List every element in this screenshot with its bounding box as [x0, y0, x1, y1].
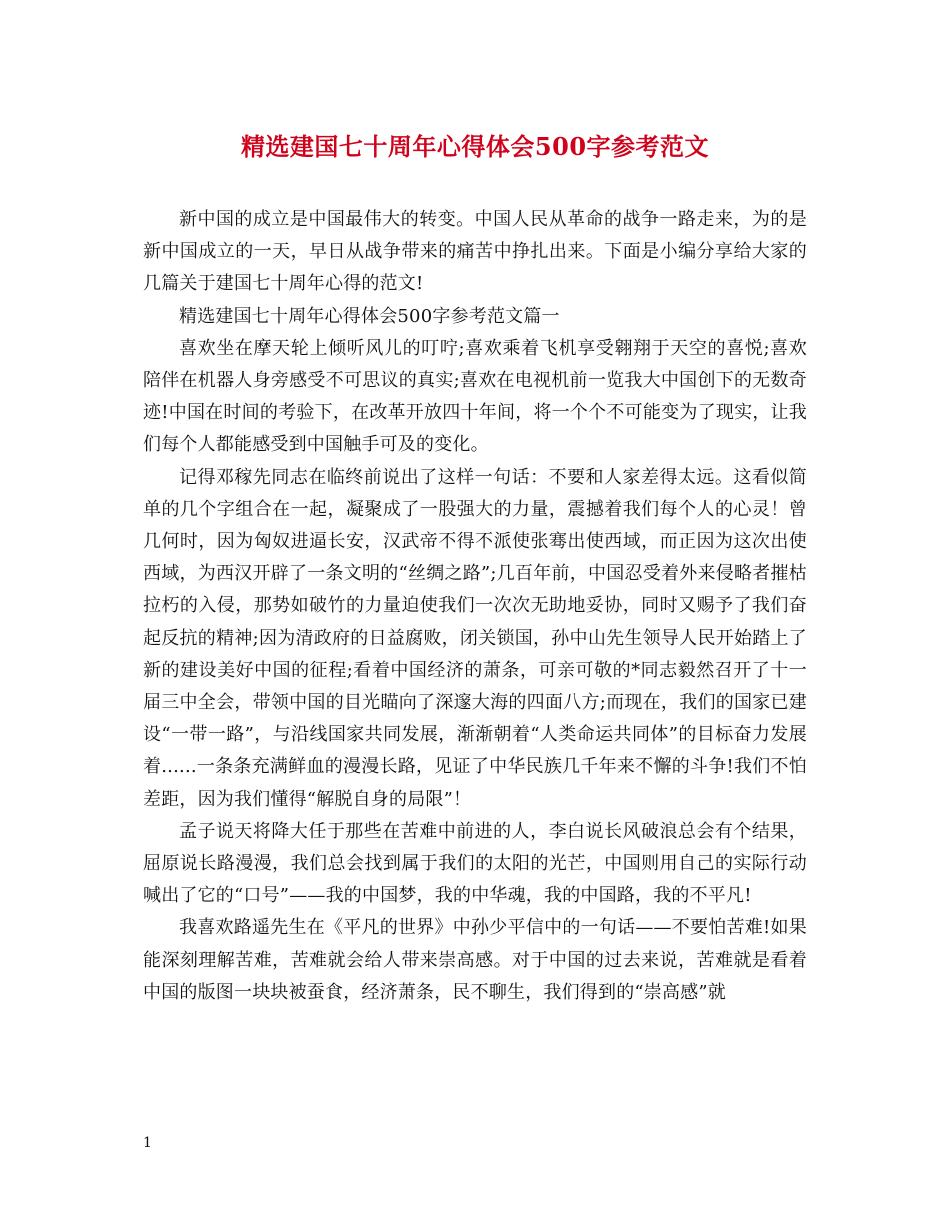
document-title: 精选建国七十周年心得体会500字参考范文 — [240, 132, 710, 161]
section-heading: 精选建国七十周年心得体会500字参考范文篇一 — [179, 305, 560, 327]
body-paragraph: 记得邓稼先同志在临终前说出了这样一句话：不要和人家差得太远。这看似简单的几个字组合在一起，凝聚成了一股强大的力量，震撼着我们每个人的心灵！曾几何时，因为匈奴进逼长安，汉武帝不得不派使张骞出使西域，而正因为这次出使西域，为西汉开辟了一条文明的“丝绸之路”;几百年前，中国忍受着外来侵略者摧枯拉朽的入侵，那势如破竹的力量迫使我们一次次无助地妥协，同时又赐予了我们奋起反抗的精神;因为清政府的日益腐败，闭关锁国，孙中山先生领导人民开始踏上了新的建设美好中国的征程;看着中国经济的萧条，可亲可敬的*同志毅然召开了十一届三中全会，带领中国的目光瞄向了深邃大海的四面八方;而现在，我们的国家已建设“一带一路”，与沿线国家共同发展，渐渐朝着“人类命运共同体”的目标奋力发展着......一条条充满鲜血的漫漫长路，见证了中华民族几千年来不懈的斗争!我们不怕差距，因为我们懂得“解脱自身的局限”！ — [143, 466, 807, 810]
body-paragraph: 喜欢坐在摩天轮上倾听风儿的叮咛;喜欢乘着飞机享受翱翔于天空的喜悦;喜欢陪伴在机器人身旁感受不可思议的真实;喜欢在电视机前一览我大中国创下的无数奇迹!中国在时间的考验下，在改革开放四十年间，将一个个不可能变为了现实，让我们每个人都能感受到中国触手可及的变化。 — [143, 337, 807, 456]
body-paragraph: 孟子说天将降大任于那些在苦难中前进的人，李白说长风破浪总会有个结果，屈原说长路漫漫，我们总会找到属于我们的太阳的光芒，中国则用自己的实际行动喊出了它的“口号”——我的中国梦，我的中华魂，我的中国路，我的不平凡! — [143, 820, 807, 907]
body-paragraph: 我喜欢路遥先生在《平凡的世界》中孙少平信中的一句话——不要怕苦难!如果能深刻理解苦难，苦难就会给人带来崇高感。对于中国的过去来说，苦难就是看着中国的版图一块块被蚕食，经济萧条，民不聊生，我们得到的“崇高感”就 — [143, 917, 807, 1003]
page-number: 1 — [143, 1135, 152, 1151]
document-body — [143, 204, 807, 1009]
intro-paragraph: 新中国的成立是中国最伟大的转变。中国人民从革命的战争一路走来，为的是新中国成立的一天，早日从战争带来的痛苦中挣扎出来。下面是小编分享给大家的几篇关于建国七十周年心得的范文! — [143, 209, 807, 295]
